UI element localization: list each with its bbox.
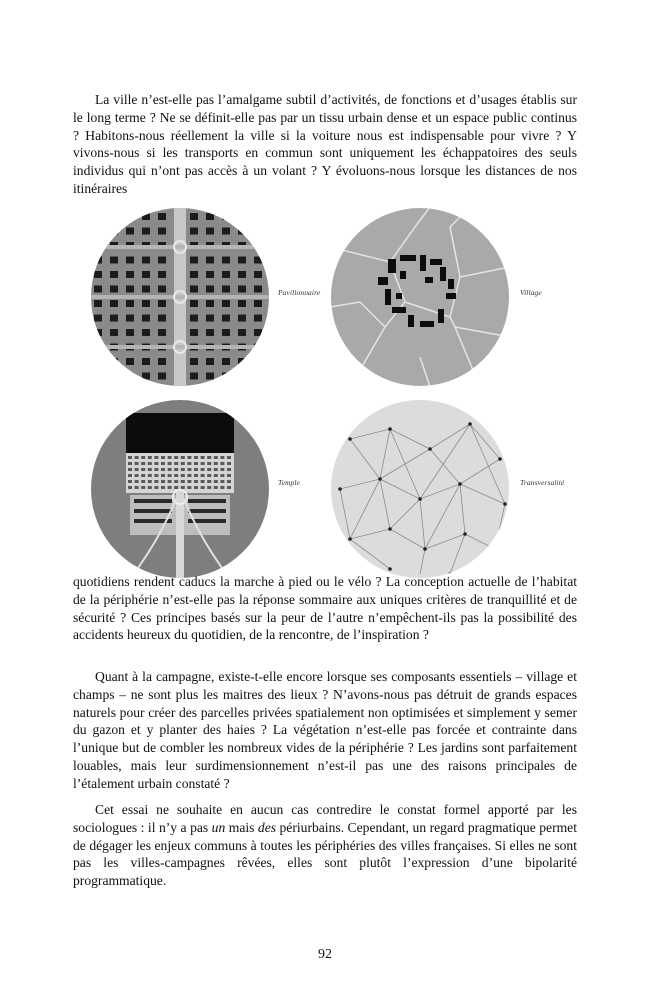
emphasis-un: un bbox=[211, 819, 226, 835]
temple-plan bbox=[90, 399, 270, 579]
page-number: 92 bbox=[318, 947, 332, 962]
emphasis-des: des bbox=[257, 819, 277, 835]
paragraph-campagne: Quant à la campagne, existe-t-elle encore lorsque ses composants essentiels – village et champs – ne sont plus les maitres des lieux ? N’avons-nous pas détruit de grands espaces naturels pour créer des parcelles privées spatialement non optimisées et simplement y semer du gazon et y planter des haies ? La végétation n’est-elle pas forcée et contrainte dans l’unique but de combler les nombreux vides de la périphérie ? Les jardins sont parfaitement louables, mais leur surdimensionnement n’est-il pas une des raisons principales de l’étalement urbain constaté ? bbox=[73, 669, 577, 791]
caption-transversalite: Transversalité bbox=[520, 478, 565, 487]
caption-village: Village bbox=[520, 288, 542, 297]
caption-temple: Temple bbox=[278, 478, 300, 487]
conclusion-text-c: périurbains. Cependant, un regard pragmatique permet de dégager les enjeux communs à toutes les périphéries des villes françaises. Si elles ne sont pas les villes-campagnes rêvées, elles sont plutôt l’expression d’une bipolarité programmatique. bbox=[73, 819, 577, 889]
paragraph-intro: La ville n’est-elle pas l’amalgame subtil d’activités, de fonctions et d’usages établis sur le long terme ? Ne se définit-elle pas par un tissu urbain dense et un espace public continus ? Habitons-nous réellement la ville si la voiture nous est indispensable pour vivre ? Y vivons-nous si les transports en commun sont uniquement les échappatoires des seuls individus qui n’ont pas accès à un volant ? Y évoluons-nous lorsque les distances de nos itinéraires bbox=[73, 92, 577, 196]
village-plan bbox=[330, 207, 510, 387]
transversalite-plan bbox=[330, 399, 510, 579]
conclusion-text-b: mais bbox=[225, 819, 258, 835]
paragraph-continuation: quotidiens rendent caducs la marche à pied ou le vélo ? La conception actuelle de l’habitat de la périphérie n’est-elle pas la réponse sommaire aux uniques critères de tranquillité et de sécurité ? Ces principes basés sur la peur de l’autre n’empêchent-ils pas la possibilité des accidents heureux du quotidien, de la rencontre, de l’inspiration ? bbox=[73, 574, 577, 643]
pavillonnaire-plan bbox=[90, 207, 270, 387]
paragraph-conclusion bbox=[73, 801, 577, 890]
caption-pavillonnaire: Pavillonnaire bbox=[278, 288, 321, 297]
conclusion-text-a: Cet essai ne souhaite en aucun cas contredire le constat formel apporté par les sociologues : il n’y a pas bbox=[73, 802, 577, 835]
